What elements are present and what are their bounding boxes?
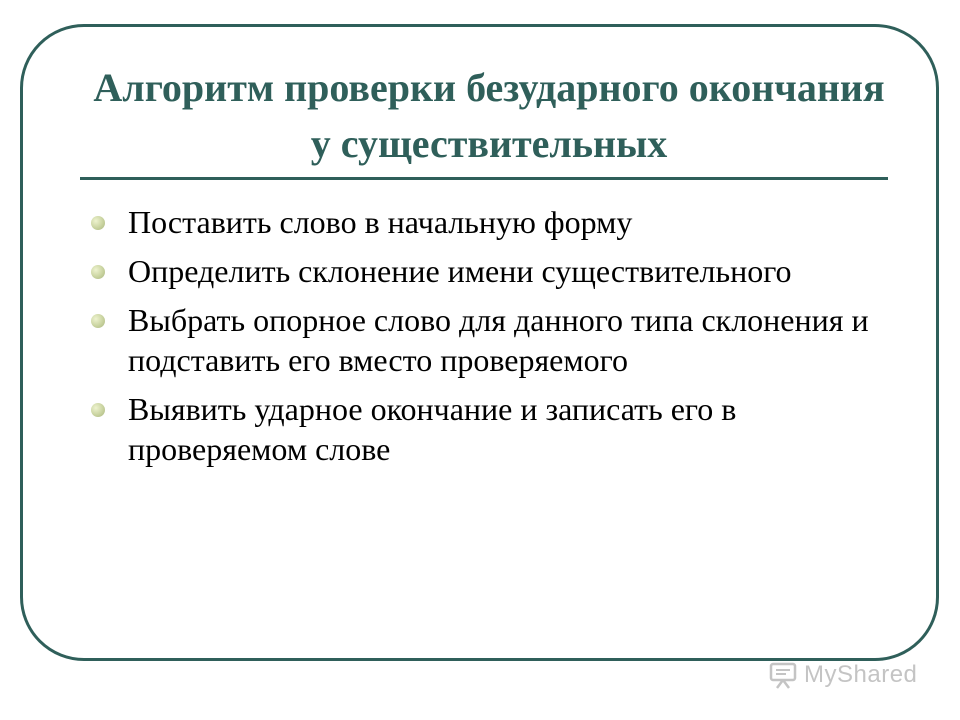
bullet-text: Поставить слово в начальную форму xyxy=(128,204,633,240)
bullet-dot-icon xyxy=(91,314,105,328)
bullet-dot-icon xyxy=(91,265,105,279)
bullet-item xyxy=(90,202,880,242)
presentation-board-icon xyxy=(768,660,798,690)
bullet-item xyxy=(90,389,880,469)
watermark xyxy=(768,655,917,695)
bullet-item xyxy=(90,251,880,291)
bullet-list xyxy=(90,202,880,478)
title-underline xyxy=(80,177,888,180)
bullet-item xyxy=(90,300,880,380)
bullet-text: Определить склонение имени существительного xyxy=(128,253,792,289)
bullet-text: Выбрать опорное слово для данного типа склонения и подставить его вместо проверяемого xyxy=(128,302,869,378)
slide-title: Алгоритм проверки безударного окончания у существительных xyxy=(93,65,885,166)
bullet-dot-icon xyxy=(91,403,105,417)
watermark-text: MyShared xyxy=(804,661,918,688)
bullet-text: Выявить ударное окончание и записать его в проверяемом слове xyxy=(128,391,737,467)
bullet-dot-icon xyxy=(91,216,105,230)
